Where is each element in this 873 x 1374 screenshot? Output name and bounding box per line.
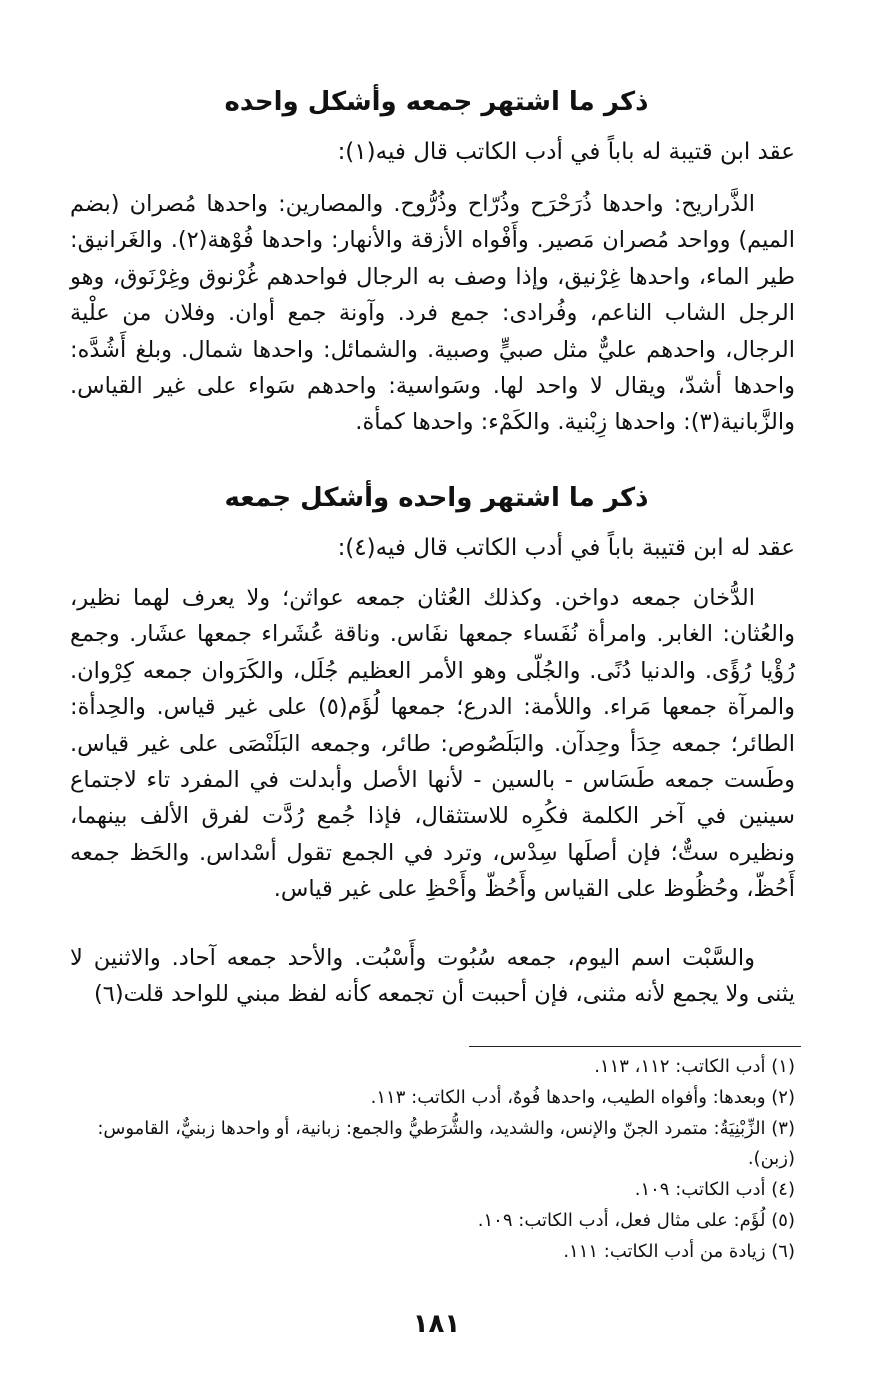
section-intro-2: عقد له ابن قتيبة باباً في أدب الكاتب قال فيه(٤): (337, 535, 795, 561)
footnote-1: (١) أدب الكاتب: ١١٢، ١١٣. (594, 1056, 795, 1077)
footnote-6: (٦) زيادة من أدب الكاتب: ١١١. (563, 1240, 795, 1262)
footnote-2: (٢) وبعدها: وأفواه الطيب، واحدها فُوهٌ، أدب الكاتب: ١١٣. (370, 1086, 795, 1108)
section-paragraph-1: الذَّراريح: واحدها ذُرَحْرَح وذُرّاح وذُرُّوح. والمصارين: واحدها مُصران (بضم الميم) وواحد مُصران مَصير. وأَفْواه الأزقة والأنهار: واحدها فُوْهة(٢). والغَرانيق: طير الماء، واحدها غِرْنيق، وإذا وصف به الرجال فواحدهم غُرْنوق وغِرْنَوق، وهو الرجل الشاب الناعم، وفُرادى: جمع فرد. وآونة جمع أوان. وفلان من علْية الرجال، واحدهم عليٌّ مثل صبيٍّ وصبية. والشمائل: واحدها شمال. وبلغ أَشُدَّه: واحدها أشدّ، ويقال لا واحد لها. وسَواسية: واحدهم سَواء على غير القياس. والزَّبانية(٣): واحدها زِبْنية. والكَمْء: واحدها كمأة. (70, 191, 795, 436)
footnotes (70, 1052, 795, 1268)
section-paragraph-2: الدُّخان جمعه دواخن. وكذلك العُثان جمعه عواثن؛ ولا يعرف لهما نظير، والعُثان: الغابر. وامرأة نُفَساء جمعها نفَاس. وناقة عُشَراء جمعها عشَار. وجمع رُؤْيا رُؤًى. والدنيا دُنًى. والجُلّى وهو الأمر العظيم جُلَل، والكَرَوان جمعه كِرْوان. والمرآة جمعها مَراء. واللأمة: الدرع؛ جمعها لُؤَم(٥) على غير قياس. والحِدأة: الطائر؛ جمعه حِدَأ وحِدآن. والبَلَصُوص: طائر، وجمعه البَلَنْصَى على غير قياس. وطَست جمعه طَسَاس - بالسين - لأنها الأصل وأبدلت في المفرد تاء لاجتماع سينين في آخر الكلمة فكُرِه للاستثقال، فإذا جُمع رُدَّت لفرق الألف بينهما، ونظيره ستٌّ؛ فإن أصلَها سِدْس، وترد في الجمع تقول أسْداس. والحَظ جمعه أَحُظّ، وحُظُوظ على القياس وأَحُظّ وأَحْظِ على غير قياس. (70, 585, 795, 903)
page-number: ١٨١ (412, 1309, 461, 1339)
section-heading-1: ذكر ما اشتهر جمعه وأشكل واحده (224, 87, 649, 117)
section-paragraph-3: والسَّبْت اسم اليوم، جمعه سُبُوت وأَسْبُت. والأحد جمعه آحاد. والاثنين لا يثنى ولا يجمع لأنه مثنى، فإن أحببت أن تجمعه كأنه لفظ مبني للواحد قلت(٦) (70, 945, 795, 1008)
footnote-5: (٥) لُؤَم: على مثال فعل، أدب الكاتب: ١٠٩. (477, 1209, 795, 1231)
section-intro-1: عقد ابن قتيبة له باباً في أدب الكاتب قال فيه(١): (337, 139, 795, 165)
section-heading-2: ذكر ما اشتهر واحده وأشكل جمعه (224, 483, 649, 513)
footnote-divider (469, 1046, 801, 1047)
footnote-3: (٣) الزِّبْنِيَةُ: متمرد الجنّ والإنس، والشديد، والشُّرَطيُّ والجمع: زبانية، أو واحدها زبنيٌّ، القاموس: (زبن). (97, 1117, 795, 1170)
footnote-4: (٤) أدب الكاتب: ١٠٩. (634, 1179, 795, 1201)
